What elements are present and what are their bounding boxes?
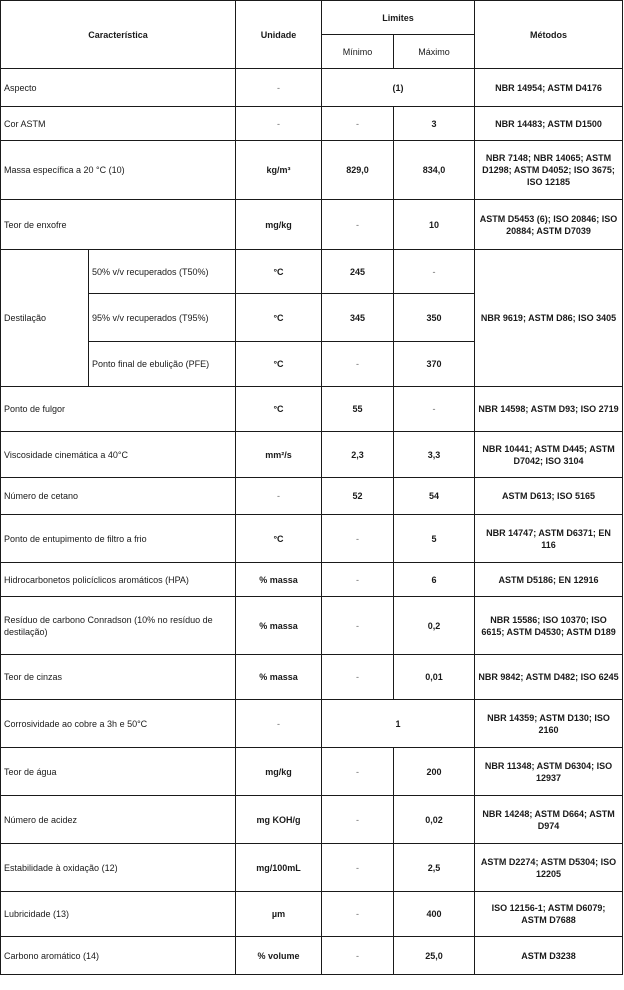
- minimo-cell: 55: [322, 387, 394, 432]
- caracteristica-cell: Hidrocarbonetos policíclicos aromáticos (HPA): [1, 563, 236, 597]
- table-row: [1, 478, 623, 515]
- unidade-cell: -: [236, 478, 322, 515]
- caracteristica-cell: Carbono aromático (14): [1, 937, 236, 975]
- caracteristica-cell: Resíduo de carbono Conradson (10% no resíduo de destilação): [1, 597, 236, 655]
- caracteristica-cell: Cor ASTM: [1, 107, 236, 141]
- unidade-cell: % massa: [236, 655, 322, 700]
- caracteristica-cell: Massa específica a 20 °C (10): [1, 141, 236, 200]
- caracteristica-cell: Número de acidez: [1, 796, 236, 844]
- maximo-cell: 3: [394, 107, 475, 141]
- header-unidade: Unidade: [236, 1, 322, 69]
- limite-cell: 1: [322, 700, 475, 748]
- table-row: [1, 748, 623, 796]
- minimo-cell: -: [322, 796, 394, 844]
- caracteristica-cell: Teor de enxofre: [1, 200, 236, 250]
- header-caracteristica: Característica: [1, 1, 236, 69]
- unidade-cell: kg/m³: [236, 141, 322, 200]
- destilacao-sub-label: Ponto final de ebulição (PFE): [89, 342, 236, 387]
- metodos-cell: NBR 14747; ASTM D6371; EN 116: [475, 515, 623, 563]
- metodos-cell: NBR 14359; ASTM D130; ISO 2160: [475, 700, 623, 748]
- caracteristica-cell: Ponto de entupimento de filtro a frio: [1, 515, 236, 563]
- minimo-cell: -: [322, 563, 394, 597]
- unidade-cell: mm²/s: [236, 432, 322, 478]
- table-row-destilacao-t50: [1, 250, 623, 294]
- maximo-cell: 2,5: [394, 844, 475, 892]
- minimo-cell: -: [322, 342, 394, 387]
- minimo-cell: -: [322, 937, 394, 975]
- caracteristica-cell: Teor de água: [1, 748, 236, 796]
- minimo-cell: -: [322, 200, 394, 250]
- metodos-cell: NBR 10441; ASTM D445; ASTM D7042; ISO 3104: [475, 432, 623, 478]
- metodos-cell: NBR 14248; ASTM D664; ASTM D974: [475, 796, 623, 844]
- maximo-cell: 400: [394, 892, 475, 937]
- unidade-cell: -: [236, 69, 322, 107]
- minimo-cell: 829,0: [322, 141, 394, 200]
- minimo-cell: 52: [322, 478, 394, 515]
- maximo-cell: -: [394, 387, 475, 432]
- destilacao-label: Destilação: [1, 250, 89, 387]
- unidade-cell: °C: [236, 250, 322, 294]
- metodos-cell: ASTM D3238: [475, 937, 623, 975]
- unidade-cell: -: [236, 107, 322, 141]
- metodos-cell: ASTM D5186; EN 12916: [475, 563, 623, 597]
- unidade-cell: µm: [236, 892, 322, 937]
- unidade-cell: % volume: [236, 937, 322, 975]
- table-row: [1, 563, 623, 597]
- minimo-cell: 2,3: [322, 432, 394, 478]
- metodos-cell: NBR 7148; NBR 14065; ASTM D1298; ASTM D4052; ISO 3675; ISO 12185: [475, 141, 623, 200]
- destilacao-metodos: NBR 9619; ASTM D86; ISO 3405: [475, 250, 623, 387]
- metodos-cell: NBR 14598; ASTM D93; ISO 2719: [475, 387, 623, 432]
- minimo-cell: -: [322, 748, 394, 796]
- maximo-cell: 0,2: [394, 597, 475, 655]
- unidade-cell: mg/kg: [236, 200, 322, 250]
- table-row: [1, 141, 623, 200]
- maximo-cell: 54: [394, 478, 475, 515]
- unidade-cell: °C: [236, 294, 322, 342]
- maximo-cell: 0,01: [394, 655, 475, 700]
- metodos-cell: ISO 12156-1; ASTM D6079; ASTM D7688: [475, 892, 623, 937]
- table-row: [1, 796, 623, 844]
- table-row: [1, 700, 623, 748]
- metodos-cell: NBR 14954; ASTM D4176: [475, 69, 623, 107]
- unidade-cell: °C: [236, 387, 322, 432]
- minimo-cell: 345: [322, 294, 394, 342]
- destilacao-sub-label: 95% v/v recuperados (T95%): [89, 294, 236, 342]
- maximo-cell: 370: [394, 342, 475, 387]
- table-row: [1, 844, 623, 892]
- caracteristica-cell: Lubricidade (13): [1, 892, 236, 937]
- table-row: [1, 69, 623, 107]
- table-row: [1, 655, 623, 700]
- header-minimo: Mínimo: [322, 35, 394, 69]
- unidade-cell: -: [236, 700, 322, 748]
- minimo-cell: -: [322, 515, 394, 563]
- maximo-cell: 6: [394, 563, 475, 597]
- metodos-cell: ASTM D613; ISO 5165: [475, 478, 623, 515]
- header-maximo: Máximo: [394, 35, 475, 69]
- header-metodos: Métodos: [475, 1, 623, 69]
- metodos-cell: NBR 14483; ASTM D1500: [475, 107, 623, 141]
- minimo-cell: 245: [322, 250, 394, 294]
- minimo-cell: -: [322, 107, 394, 141]
- table-row: [1, 892, 623, 937]
- caracteristica-cell: Viscosidade cinemática a 40°C: [1, 432, 236, 478]
- maximo-cell: 0,02: [394, 796, 475, 844]
- header-row-top: [1, 1, 623, 35]
- metodos-cell: NBR 15586; ISO 10370; ISO 6615; ASTM D4530; ASTM D189: [475, 597, 623, 655]
- table-row: [1, 200, 623, 250]
- unidade-cell: mg KOH/g: [236, 796, 322, 844]
- table-row: [1, 937, 623, 975]
- metodos-cell: NBR 11348; ASTM D6304; ISO 12937: [475, 748, 623, 796]
- table-row: [1, 597, 623, 655]
- caracteristica-cell: Teor de cinzas: [1, 655, 236, 700]
- maximo-cell: 5: [394, 515, 475, 563]
- caracteristica-cell: Estabilidade à oxidação (12): [1, 844, 236, 892]
- table-row: [1, 515, 623, 563]
- table-row: [1, 107, 623, 141]
- header-limites: Limites: [322, 1, 475, 35]
- caracteristica-cell: Corrosividade ao cobre a 3h e 50°C: [1, 700, 236, 748]
- metodos-cell: NBR 9842; ASTM D482; ISO 6245: [475, 655, 623, 700]
- maximo-cell: 200: [394, 748, 475, 796]
- minimo-cell: -: [322, 892, 394, 937]
- maximo-cell: -: [394, 250, 475, 294]
- maximo-cell: 3,3: [394, 432, 475, 478]
- unidade-cell: % massa: [236, 597, 322, 655]
- minimo-cell: -: [322, 844, 394, 892]
- metodos-cell: ASTM D5453 (6); ISO 20846; ISO 20884; ASTM D7039: [475, 200, 623, 250]
- maximo-cell: 834,0: [394, 141, 475, 200]
- unidade-cell: % massa: [236, 563, 322, 597]
- destilacao-sub-label: 50% v/v recuperados (T50%): [89, 250, 236, 294]
- unidade-cell: mg/kg: [236, 748, 322, 796]
- limite-cell: (1): [322, 69, 475, 107]
- metodos-cell: ASTM D2274; ASTM D5304; ISO 12205: [475, 844, 623, 892]
- unidade-cell: mg/100mL: [236, 844, 322, 892]
- table-row: [1, 432, 623, 478]
- unidade-cell: °C: [236, 515, 322, 563]
- caracteristica-cell: Ponto de fulgor: [1, 387, 236, 432]
- minimo-cell: -: [322, 655, 394, 700]
- maximo-cell: 10: [394, 200, 475, 250]
- unidade-cell: °C: [236, 342, 322, 387]
- maximo-cell: 25,0: [394, 937, 475, 975]
- caracteristica-cell: Número de cetano: [1, 478, 236, 515]
- minimo-cell: -: [322, 597, 394, 655]
- maximo-cell: 350: [394, 294, 475, 342]
- table-row: [1, 387, 623, 432]
- caracteristica-cell: Aspecto: [1, 69, 236, 107]
